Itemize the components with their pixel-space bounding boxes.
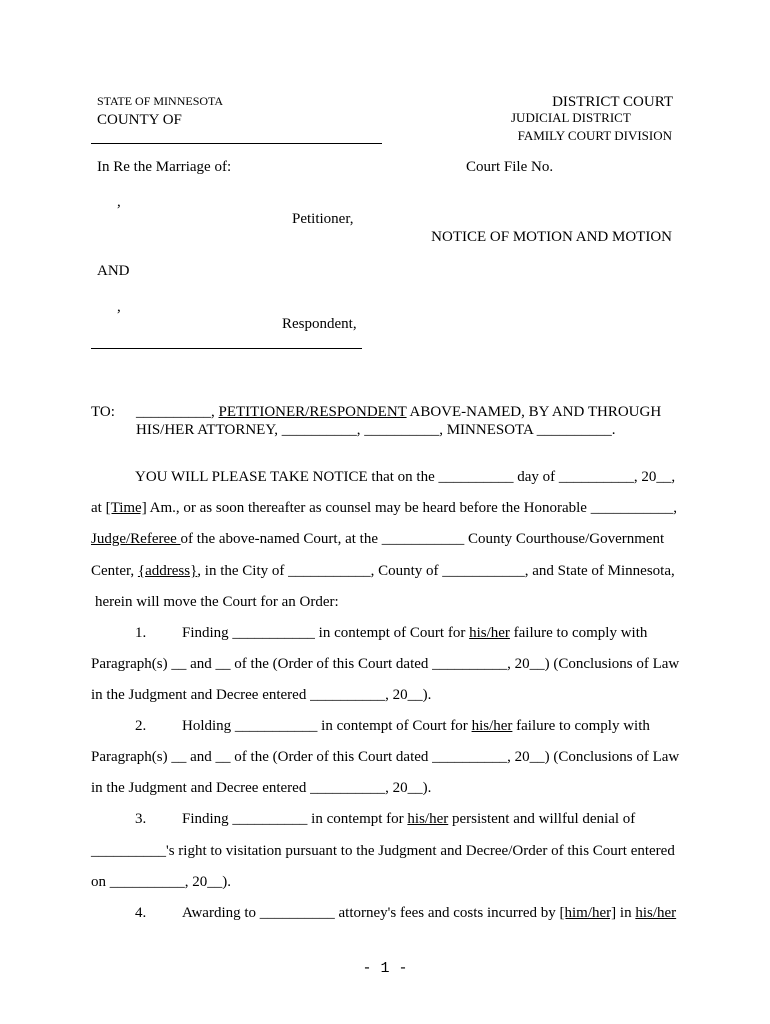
state-label: STATE OF MINNESOTA [97, 94, 224, 108]
in-re-label: In Re the Marriage of: [97, 159, 232, 175]
item-3-line-3: on __________, 20__). [91, 874, 231, 890]
district-court-label: DISTRICT COURT [552, 94, 673, 110]
petitioner-label: Petitioner, [292, 211, 354, 227]
item-2-line-2: Paragraph(s) __ and __ of the (Order of this Court dated __________, 20__) (Conclusions of Law [91, 749, 680, 765]
to-label: TO: [91, 404, 115, 420]
county-underline [91, 143, 382, 144]
to-line-1: __________, PETITIONER/RESPONDENT ABOVE-NAMED, BY AND THROUGH [136, 404, 662, 420]
notice-line-5: herein will move the Court for an Order: [95, 594, 339, 610]
item-number: 4. [135, 905, 147, 921]
item-number: 3. [135, 811, 147, 827]
document-title: NOTICE OF MOTION AND MOTION [431, 229, 672, 245]
page-number: - 1 - [362, 960, 408, 977]
item-2-line-3: in the Judgment and Decree entered __________, 20__). [91, 780, 432, 796]
to-line-2: HIS/HER ATTORNEY, __________, __________, MINNESOTA __________. [136, 422, 616, 438]
item-number: 1. [135, 625, 147, 641]
item-4-line-1: Awarding to __________ attorney's fees and costs incurred by [him/her] in his/her [182, 905, 677, 921]
court-file-label: Court File No. [466, 159, 554, 175]
item-1-line-2: Paragraph(s) __ and __ of the (Order of this Court dated __________, 20__) (Conclusions of Law [91, 656, 680, 672]
county-label: COUNTY OF [97, 112, 182, 128]
item-1-line-1: Finding ___________ in contempt of Court for his/her failure to comply with [182, 625, 648, 641]
item-3-line-2: __________'s right to visitation pursuant to the Judgment and Decree/Order of this Court entered [91, 843, 675, 859]
notice-line-3: Judge/Referee of the above-named Court, at the ___________ County Courthouse/Government [91, 531, 665, 547]
item-1-line-3: in the Judgment and Decree entered __________, 20__). [91, 687, 432, 703]
respondent-label: Respondent, [282, 316, 357, 332]
item-2-line-1: Holding ___________ in contempt of Court for his/her failure to comply with [182, 718, 650, 734]
caption-underline [91, 348, 362, 349]
item-number: 2. [135, 718, 147, 734]
judicial-district-label: JUDICIAL DISTRICT [511, 110, 631, 125]
family-court-division-label: FAMILY COURT DIVISION [517, 128, 672, 143]
and-label: AND [97, 263, 130, 279]
notice-line-1: YOU WILL PLEASE TAKE NOTICE that on the __________ day of __________, 20__, [135, 469, 676, 485]
party-designation: PETITIONER/RESPONDENT [218, 404, 407, 420]
respondent-comma: , [117, 299, 121, 315]
petitioner-comma: , [117, 194, 121, 210]
item-3-line-1: Finding __________ in contempt for his/her persistent and willful denial of [182, 811, 636, 827]
notice-line-2: at [Time] Am., or as soon thereafter as counsel may be heard before the Honorable ___________, [91, 500, 677, 516]
notice-line-4: Center, {address}, in the City of ___________, County of ___________, and State of Minnesota, [91, 563, 675, 579]
